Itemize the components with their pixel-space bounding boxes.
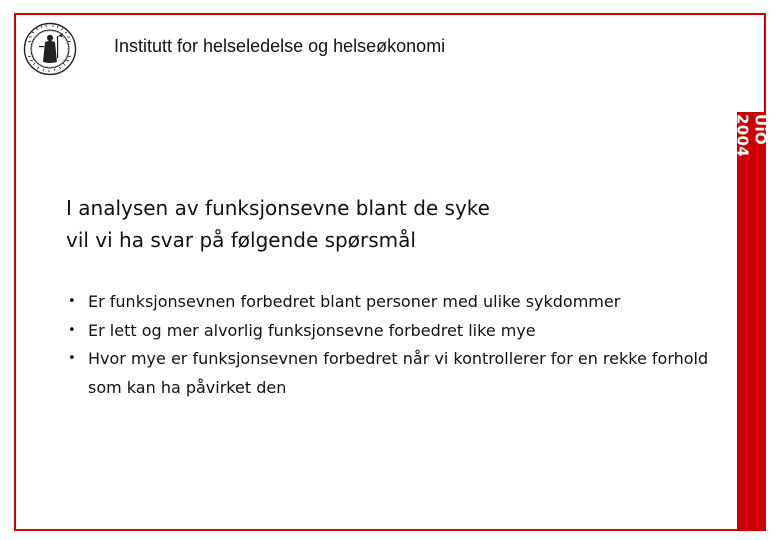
bullet-icon: • [68,294,76,309]
slide-title [66,192,706,256]
bullet-item [66,345,726,402]
slide-title-line-1: I analysen av funksjonsevne blant de syke [66,196,490,220]
bullet-item [66,288,726,317]
slide-frame [14,13,770,531]
bullet-text: Er lett og mer alvorlig funksjonsevne forbedret like mye [88,320,536,340]
bullet-text: Er funksjonsevnen forbedret blant personer med ulike sykdommer [88,292,621,311]
bullet-item [66,317,726,346]
slide-title-line-2: vil vi ha svar på følgende spørsmål [66,228,416,252]
side-bar-label: UiO 2004 [733,114,770,157]
bullet-text: Hvor mye er funksjonsevnen forbedret når vi kontrollerer for en rekke forhold som kan ha påvirket den [88,349,709,397]
bullet-icon: • [68,351,76,366]
bullet-list [66,288,726,402]
university-seal-icon [23,22,77,76]
bullet-icon: • [68,322,76,338]
institute-name: Institutt for helseledelse og helseøkonomi [114,36,446,56]
side-bar [733,112,770,531]
